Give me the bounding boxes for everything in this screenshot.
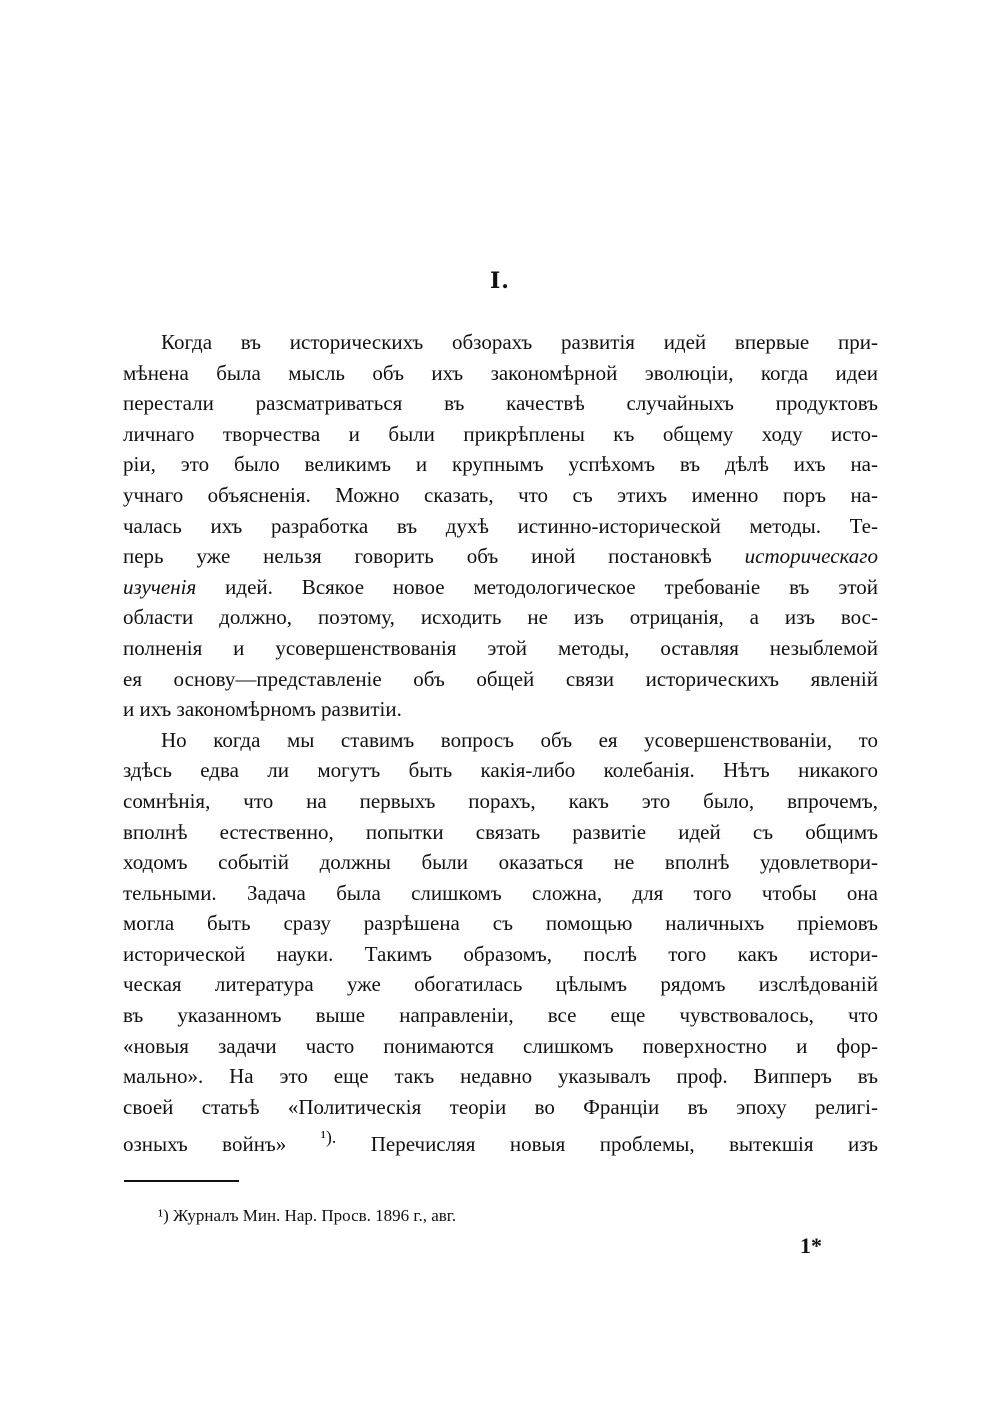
- text-line: сомнѣнія, что на первыхъ порахъ, какъ это было, впрочемъ,: [123, 788, 878, 813]
- text-line: и ихъ закономѣрномъ развитіи.: [123, 697, 402, 722]
- text-line: могла быть сразу разрѣшена съ помощью наличныхъ пріемовъ: [123, 911, 878, 936]
- text-line: исторической науки. Такимъ образомъ, послѣ того какъ истори-: [123, 941, 878, 966]
- printer-signature-mark: 1*: [800, 1233, 822, 1258]
- text-segment: идей. Всякое новое методологическое требованіе въ этой: [225, 574, 878, 599]
- text-line: здѣсь едва ли могутъ быть какія-либо колебанія. Нѣтъ никакого: [123, 758, 878, 783]
- text-line: вполнѣ естественно, попытки связать развитіе идей съ общимъ: [123, 819, 878, 844]
- text-line: чалась ихъ разработка въ духѣ истинно-исторической методы. Те-: [123, 513, 878, 538]
- body-text: [123, 327, 879, 1157]
- text-line: [123, 541, 878, 572]
- text-segment: озныхъ войнъ»: [123, 1132, 287, 1157]
- text-line: ходомъ событій должны были оказаться не вполнѣ удовлетвори-: [123, 850, 878, 875]
- chapter-heading: I.: [490, 268, 510, 294]
- text-line: ческая литература уже обогатилась цѣлымъ рядомъ изслѣдованій: [123, 972, 878, 997]
- italic-phrase: изученія: [123, 574, 197, 599]
- text-segment: перь уже нельзя говорить объ иной постановкѣ: [123, 544, 712, 569]
- text-line: тельными. Задача была слишкомъ сложна, для того чтобы она: [123, 880, 878, 905]
- text-segment: Перечисляя новыя проблемы, вытекшія изъ: [370, 1132, 879, 1157]
- footnote-text: Журналъ Мин. Нар. Просв. 1896 г., авг.: [173, 1206, 457, 1225]
- text-line: своей статьѣ «Политическія теоріи во Франціи въ эпоху религі-: [123, 1094, 878, 1119]
- text-line: ея основу—представленіе объ общей связи историческихъ явленій: [123, 666, 878, 691]
- footnote-reference: ¹).: [320, 1127, 337, 1148]
- text-line: учнаго объясненія. Можно сказать, что съ этихъ именно поръ на-: [123, 482, 878, 507]
- text-line: перестали разсматриваться въ качествѣ случайныхъ продуктовъ: [123, 391, 878, 416]
- italic-phrase: историческаго: [744, 544, 879, 569]
- footnote-divider: [124, 1180, 239, 1182]
- text-line: полненія и усовершенствованія этой методы, оставляя незыблемой: [123, 635, 878, 660]
- footnote: [158, 1206, 456, 1226]
- text-line: «новыя задачи часто понимаются слишкомъ поверхностно и фор-: [123, 1033, 878, 1058]
- text-line: мѣнена была мысль объ ихъ закономѣрной эволюціи, когда идеи: [123, 360, 878, 385]
- text-line: Когда въ историческихъ обзорахъ развитія идей впервые при-: [161, 330, 878, 354]
- text-line: [123, 1122, 879, 1157]
- text-line: ріи, это было великимъ и крупнымъ успѣхомъ въ дѣлѣ ихъ на-: [123, 452, 878, 477]
- text-line: мально». На это еще такъ недавно указывалъ проф. Випперъ въ: [123, 1064, 878, 1089]
- text-line: личнаго творчества и были прикрѣплены къ общему ходу исто-: [123, 421, 878, 446]
- text-line: [123, 572, 878, 603]
- text-line: въ указанномъ выше направленіи, все еще чувствовалось, что: [123, 1003, 878, 1028]
- text-line: области должно, поэтому, исходить не изъ отрицанія, а изъ вос-: [123, 605, 878, 630]
- text-line: Но когда мы ставимъ вопросъ объ ея усовершенствованіи, то: [161, 727, 878, 752]
- footnote-marker: ¹): [158, 1206, 169, 1225]
